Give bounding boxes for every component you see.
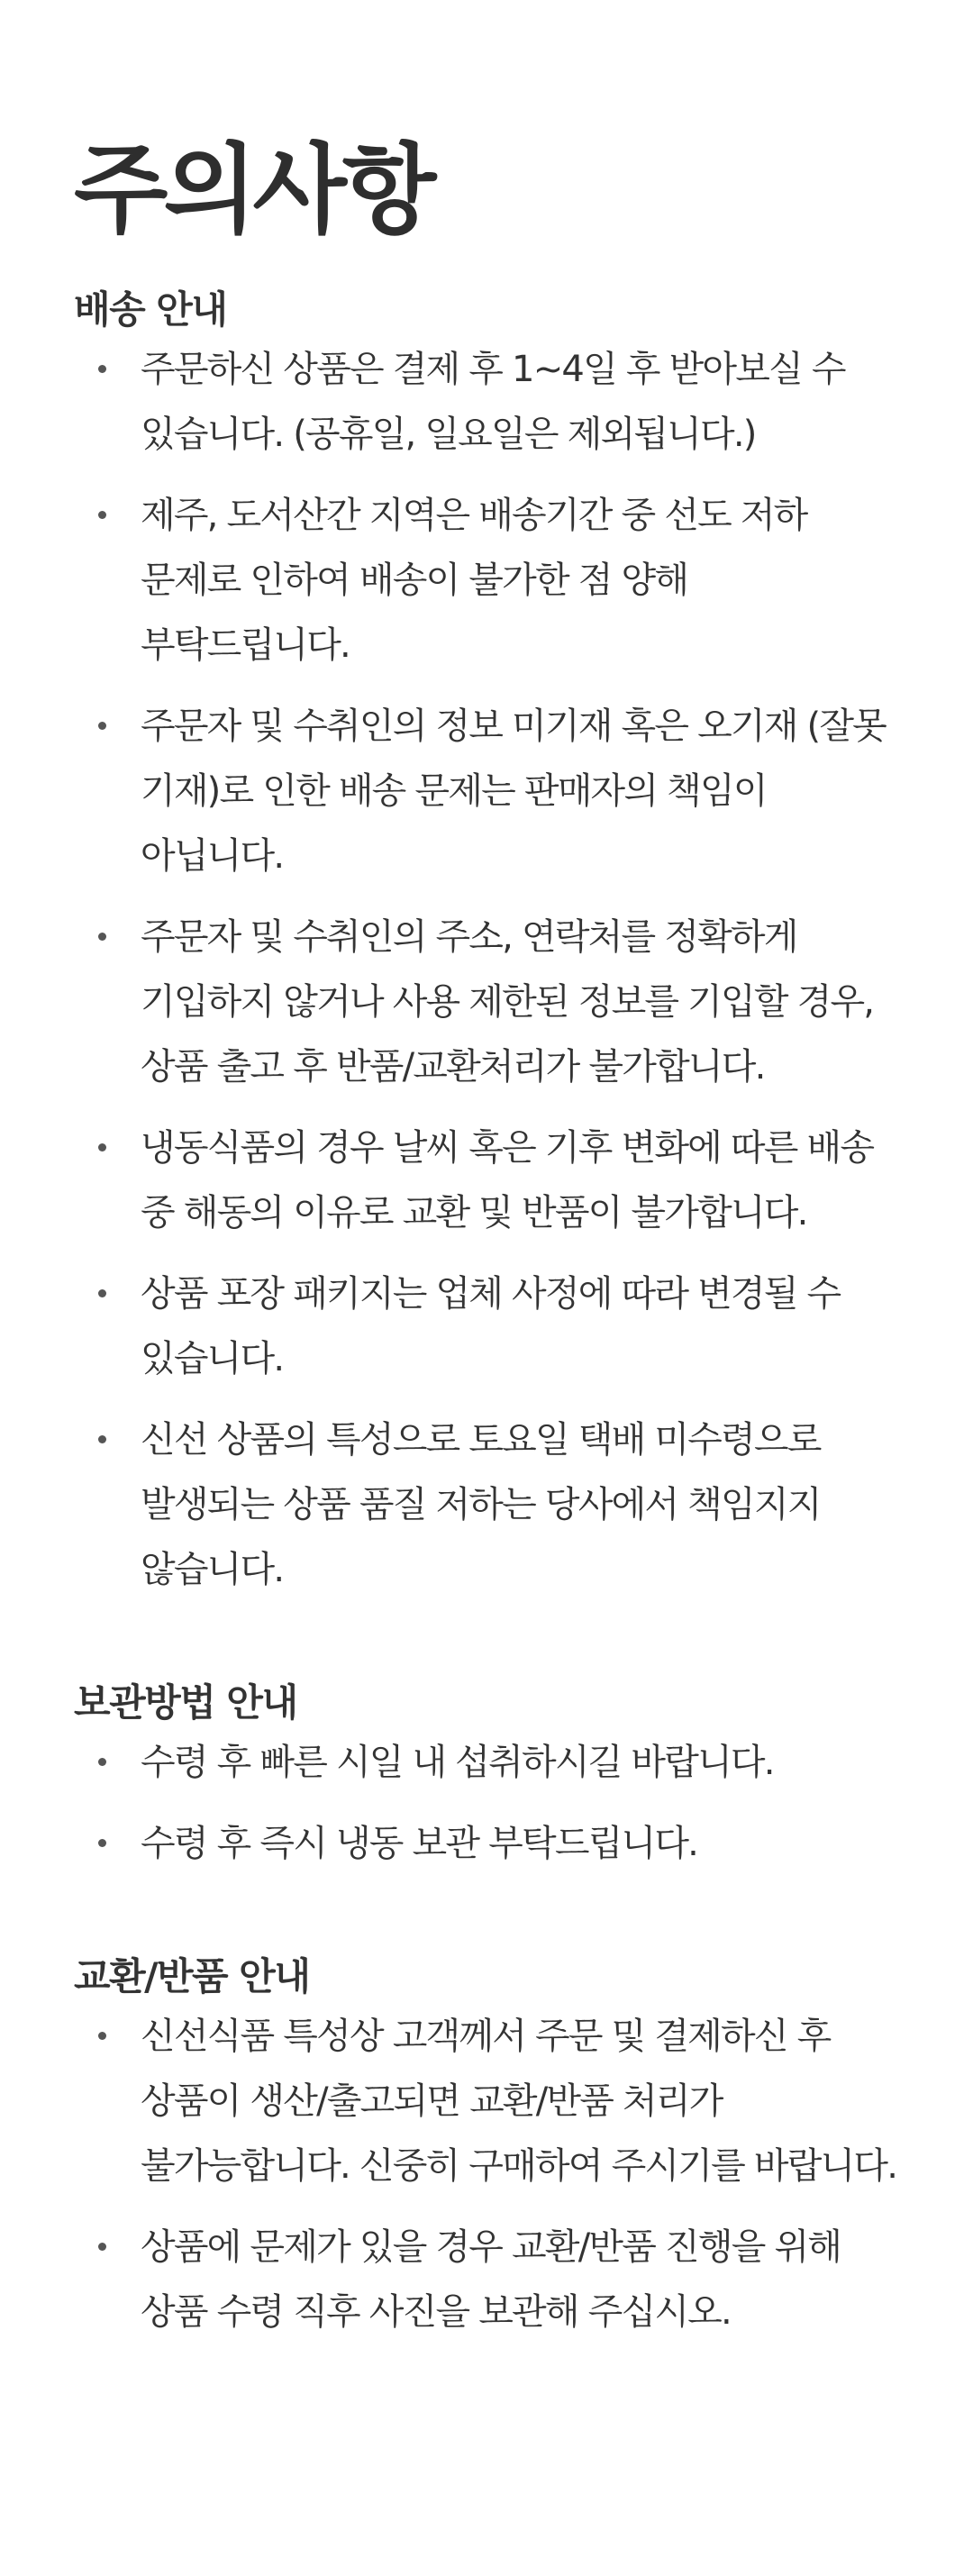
list-item-text: 수령 후 즉시 냉동 보관 부탁드립니다.: [141, 1823, 698, 1864]
list-item-text: 주문하신 상품은 결제 후 1~4일 후 받아보실 수 있습니다. (공휴일, 일요일은 제외됩니다.): [141, 349, 845, 455]
list-item-text: 상품에 문제가 있을 경우 교환/반품 진행을 위해 상품 수령 직후 사진을 보관해 주십시오.: [141, 2226, 841, 2333]
bullet-icon: [98, 511, 106, 519]
list-item: [74, 2004, 901, 2198]
bullet-icon: [98, 1758, 106, 1766]
bullet-icon: [98, 365, 106, 373]
list-item-text: 신선식품 특성상 고객께서 주문 및 결제하신 후 상품이 생산/출고되면 교환/반품 처리가 불가능합니다. 신중히 구매하여 주시기를 바랍니다.: [141, 2016, 897, 2187]
list-item: [74, 337, 901, 467]
list-item-text: 냉동식품의 경우 날씨 혹은 기후 변화에 따른 배송 중 해동의 이유로 교환 및 반품이 불가합니다.: [141, 1127, 874, 1233]
list-item: [74, 694, 901, 888]
section-exchange: [74, 1950, 901, 2344]
exchange-list: [74, 2004, 901, 2344]
list-item: [74, 2215, 901, 2344]
list-item-text: 주문자 및 수취인의 주소, 연락처를 정확하게 기입하지 않거나 사용 제한된 정보를 기입할 경우, 상품 출고 후 반품/교환처리가 불가합니다.: [141, 916, 874, 1088]
bullet-icon: [98, 2032, 106, 2040]
bullet-icon: [98, 2243, 106, 2251]
storage-list: [74, 1730, 901, 1876]
section-storage: [74, 1676, 901, 1876]
list-item-text: 신선 상품의 특성으로 토요일 택배 미수령으로 발생되는 상품 품질 저하는 당사에서 책임지지 않습니다.: [141, 1419, 821, 1590]
bullet-icon: [98, 1839, 106, 1847]
list-item: [74, 1730, 901, 1795]
section-shipping: [74, 283, 901, 1602]
section-heading-shipping: 배송 안내: [74, 287, 227, 332]
bullet-icon: [98, 722, 106, 730]
list-item-text: 수령 후 빠른 시일 내 섭취하시길 바랍니다.: [141, 1742, 774, 1783]
list-item-text: 제주, 도서산간 지역은 배송기간 중 선도 저하 문제로 인하여 배송이 불가한 점 양해 부탁드립니다.: [141, 495, 807, 666]
section-heading-exchange: 교환/반품 안내: [74, 1954, 310, 1998]
list-item-text: 상품 포장 패키지는 업체 사정에 따라 변경될 수 있습니다.: [141, 1273, 841, 1379]
shipping-list: [74, 337, 901, 1602]
page-title: 주의사항: [74, 134, 432, 247]
section-heading-storage: 보관방법 안내: [74, 1680, 297, 1725]
list-item: [74, 1261, 901, 1391]
list-item: [74, 483, 901, 678]
list-item: [74, 1115, 901, 1245]
list-item-text: 주문자 및 수취인의 정보 미기재 혹은 오기재 (잘못 기재)로 인한 배송 문제는 판매자의 책임이 아닙니다.: [141, 705, 887, 877]
bullet-icon: [98, 1143, 106, 1151]
bullet-icon: [98, 933, 106, 941]
bullet-icon: [98, 1435, 106, 1443]
bullet-icon: [98, 1289, 106, 1297]
list-item: [74, 905, 901, 1099]
list-item: [74, 1811, 901, 1876]
list-item: [74, 1407, 901, 1602]
